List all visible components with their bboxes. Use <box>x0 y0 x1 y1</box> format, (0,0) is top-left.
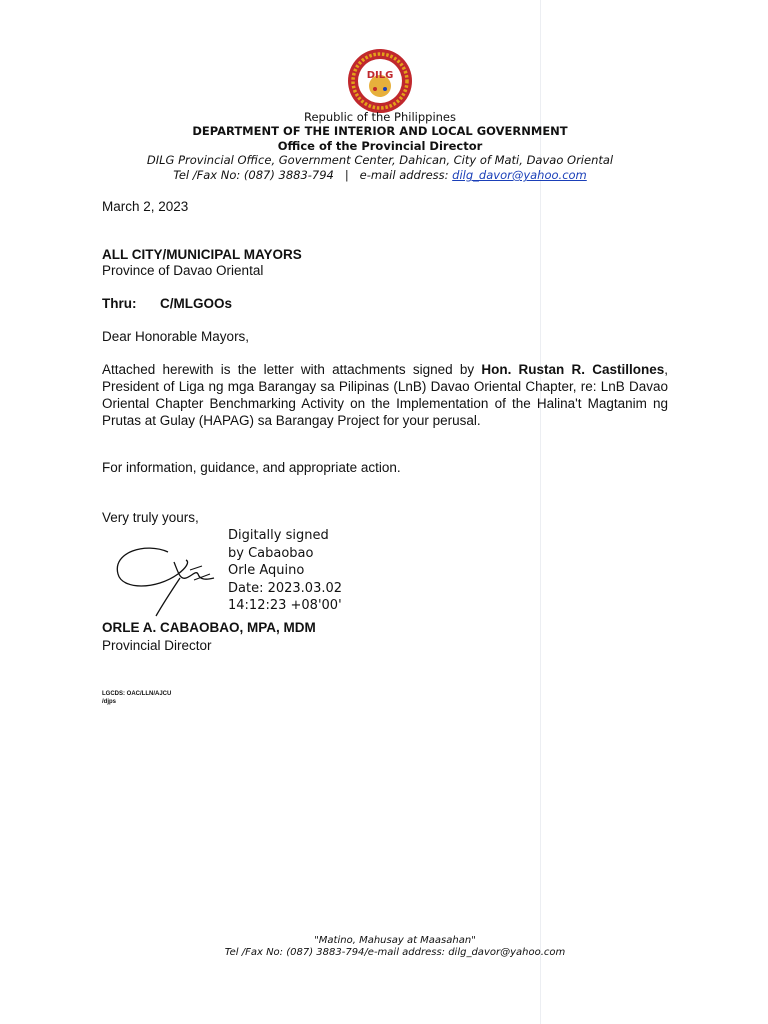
digital-signature-block <box>228 527 342 615</box>
svg-text:DILG: DILG <box>366 70 394 81</box>
header-office: Office of the Provincial Director <box>277 139 483 153</box>
signatory-title: Provincial Director <box>102 638 212 653</box>
handwritten-signature <box>106 540 226 620</box>
body-highlight-name: Hon. Rustan R. Castillones <box>481 362 665 377</box>
digital-signature-line-3: Orle Aquino <box>228 563 305 578</box>
header-contact <box>80 168 680 182</box>
digital-signature-line-5: 14:12:23 +08'00' <box>228 598 342 613</box>
reference-initials: LGCDS: OAC/LLN/AJCU <box>102 691 172 697</box>
header-republic: Republic of the Philippines <box>303 110 457 124</box>
body-text-1: Attached herewith is the letter with attachments signed by <box>102 362 482 377</box>
thru-value: C/MLGOOs <box>160 296 233 311</box>
body-text-2: , President of Liga ng mga Barangay sa Pilipinas (LnB) Davao Oriental Chapter, re: LnB Davao Oriental Chapter Benchmarking Activity on the Implementation of the Halina't Magtanim ng Prutas at Gulay (HAPAG) sa Barangay Project for your perusal. <box>102 362 668 428</box>
instruction-paragraph: For information, guidance, and appropriate action. <box>102 460 401 475</box>
letter-date: March 2, 2023 <box>102 199 189 214</box>
header-contact-text: Tel /Fax No: (087) 3883-794 | e-mail address: <box>173 168 453 182</box>
digital-signature-line-1: Digitally signed <box>228 528 329 543</box>
addressee-location: Province of Davao Oriental <box>102 263 264 278</box>
header-address: DILG Provincial Office, Government Center, Dahican, City of Mati, Davao Oriental <box>146 153 614 167</box>
digital-signature-line-4: Date: 2023.03.02 <box>228 580 343 596</box>
dilg-seal-logo <box>347 48 413 114</box>
addressee: ALL CITY/MUNICIPAL MAYORS <box>102 247 302 262</box>
digital-signature-line-2: by Cabaobao <box>228 545 314 561</box>
footer-contact: Tel /Fax No: (087) 3883-794/e-mail address: dilg_davor@yahoo.com <box>224 947 566 958</box>
closing: Very truly yours, <box>102 510 199 525</box>
thru-label: Thru: <box>102 296 137 311</box>
header-department: DEPARTMENT OF THE INTERIOR AND LOCAL GOVERNMENT <box>192 124 568 138</box>
header-email-link[interactable]: dilg_davor@yahoo.com <box>452 168 587 182</box>
reference-typist: /djps <box>102 699 117 705</box>
signatory-name: ORLE A. CABAOBAO, MPA, MDM <box>102 620 316 635</box>
body-paragraph <box>102 361 668 429</box>
salutation: Dear Honorable Mayors, <box>102 329 250 344</box>
footer-motto: "Matino, Mahusay at Maasahan" <box>314 935 476 946</box>
